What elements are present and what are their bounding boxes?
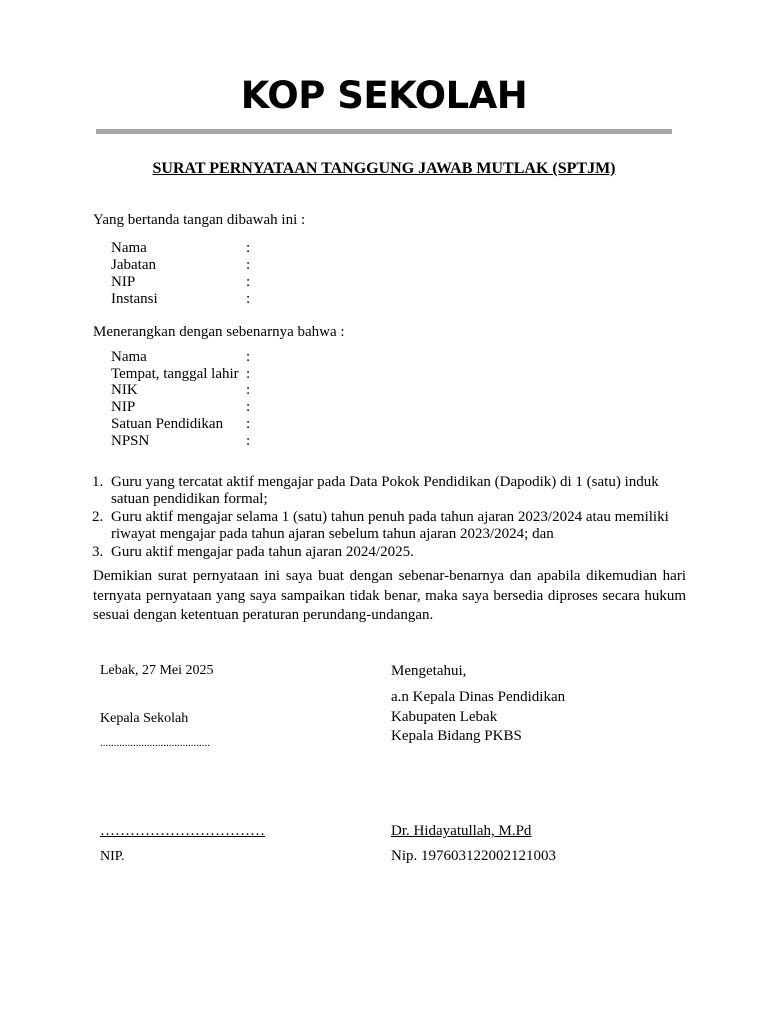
statement-intro: Menerangkan dengan sebenarnya bahwa : <box>93 324 345 340</box>
list-text: Guru yang tercatat aktif mengajar pada Data Pokok Pendidikan (Dapodik) di 1 (satu) induk satuan pendidikan formal; <box>111 474 659 507</box>
field-colon: : <box>246 433 251 449</box>
official-line-3: Kepala Bidang PKBS <box>391 728 522 744</box>
field-colon: : <box>246 274 251 290</box>
statement-list <box>92 474 687 562</box>
list-item <box>92 509 687 543</box>
field-colon: : <box>246 291 251 307</box>
signer-role: Kepala Sekolah <box>100 711 189 726</box>
closing-paragraph: Demikian surat pernyataan ini saya buat dengan sebenar-benarnya dan apabila dikemudian hari ternyata pernyataan yang saya sampaikan tidak benar, maka saya bersedia diproses secara hukum sesuai dengan ketentuan peraturan perundang-undangan. <box>93 568 686 623</box>
acknowledge-label: Mengetahui, <box>391 663 467 679</box>
list-number: 1. <box>92 474 104 490</box>
field-label: Instansi <box>111 291 158 307</box>
official-name: Dr. Hidayatullah, M.Pd <box>391 823 532 839</box>
field-colon: : <box>246 382 251 398</box>
signer-nip-label: NIP. <box>100 849 125 864</box>
official-line-2: Kabupaten Lebak <box>391 709 498 725</box>
field-label: NIK <box>111 382 138 398</box>
field-label: NIP <box>111 274 136 290</box>
list-item <box>92 474 687 508</box>
field-label: Nama <box>111 240 147 256</box>
list-number: 2. <box>92 509 104 525</box>
field-colon: : <box>246 366 251 382</box>
intro-text: Yang bertanda tangan dibawah ini : <box>93 212 306 228</box>
list-text: Guru aktif mengajar selama 1 (satu) tahun penuh pada tahun ajaran 2023/2024 atau memiliki riwayat mengajar pada tahun ajaran sebelum tahun ajaran 2023/2024; dan <box>111 509 669 542</box>
document-title: SURAT PERNYATAAN TANGGUNG JAWAB MUTLAK (SPTJM) <box>152 160 616 177</box>
field-colon: : <box>246 240 251 256</box>
field-label: Nama <box>111 349 147 365</box>
field-label: Jabatan <box>111 257 156 273</box>
field-label: Satuan Pendidikan <box>111 416 224 432</box>
signer-name-line: …………………………… <box>100 823 265 839</box>
signature-dots: ........................................ <box>100 737 210 749</box>
list-text: Guru aktif mengajar pada tahun ajaran 2024/2025. <box>111 544 414 560</box>
letterhead-divider <box>96 129 672 134</box>
list-item <box>92 544 687 561</box>
field-label: Tempat, tanggal lahir <box>111 366 239 382</box>
field-colon: : <box>246 399 251 415</box>
official-nip: Nip. 197603122002121003 <box>391 848 556 864</box>
field-label: NPSN <box>111 433 150 449</box>
list-number: 3. <box>92 544 104 560</box>
field-colon: : <box>246 416 251 432</box>
letterhead-title: KOP SEKOLAH <box>240 74 528 117</box>
official-line-1: a.n Kepala Dinas Pendidikan <box>391 689 566 705</box>
field-colon: : <box>246 349 251 365</box>
place-date: Lebak, 27 Mei 2025 <box>100 663 214 678</box>
field-colon: : <box>246 257 251 273</box>
field-label: NIP <box>111 399 136 415</box>
